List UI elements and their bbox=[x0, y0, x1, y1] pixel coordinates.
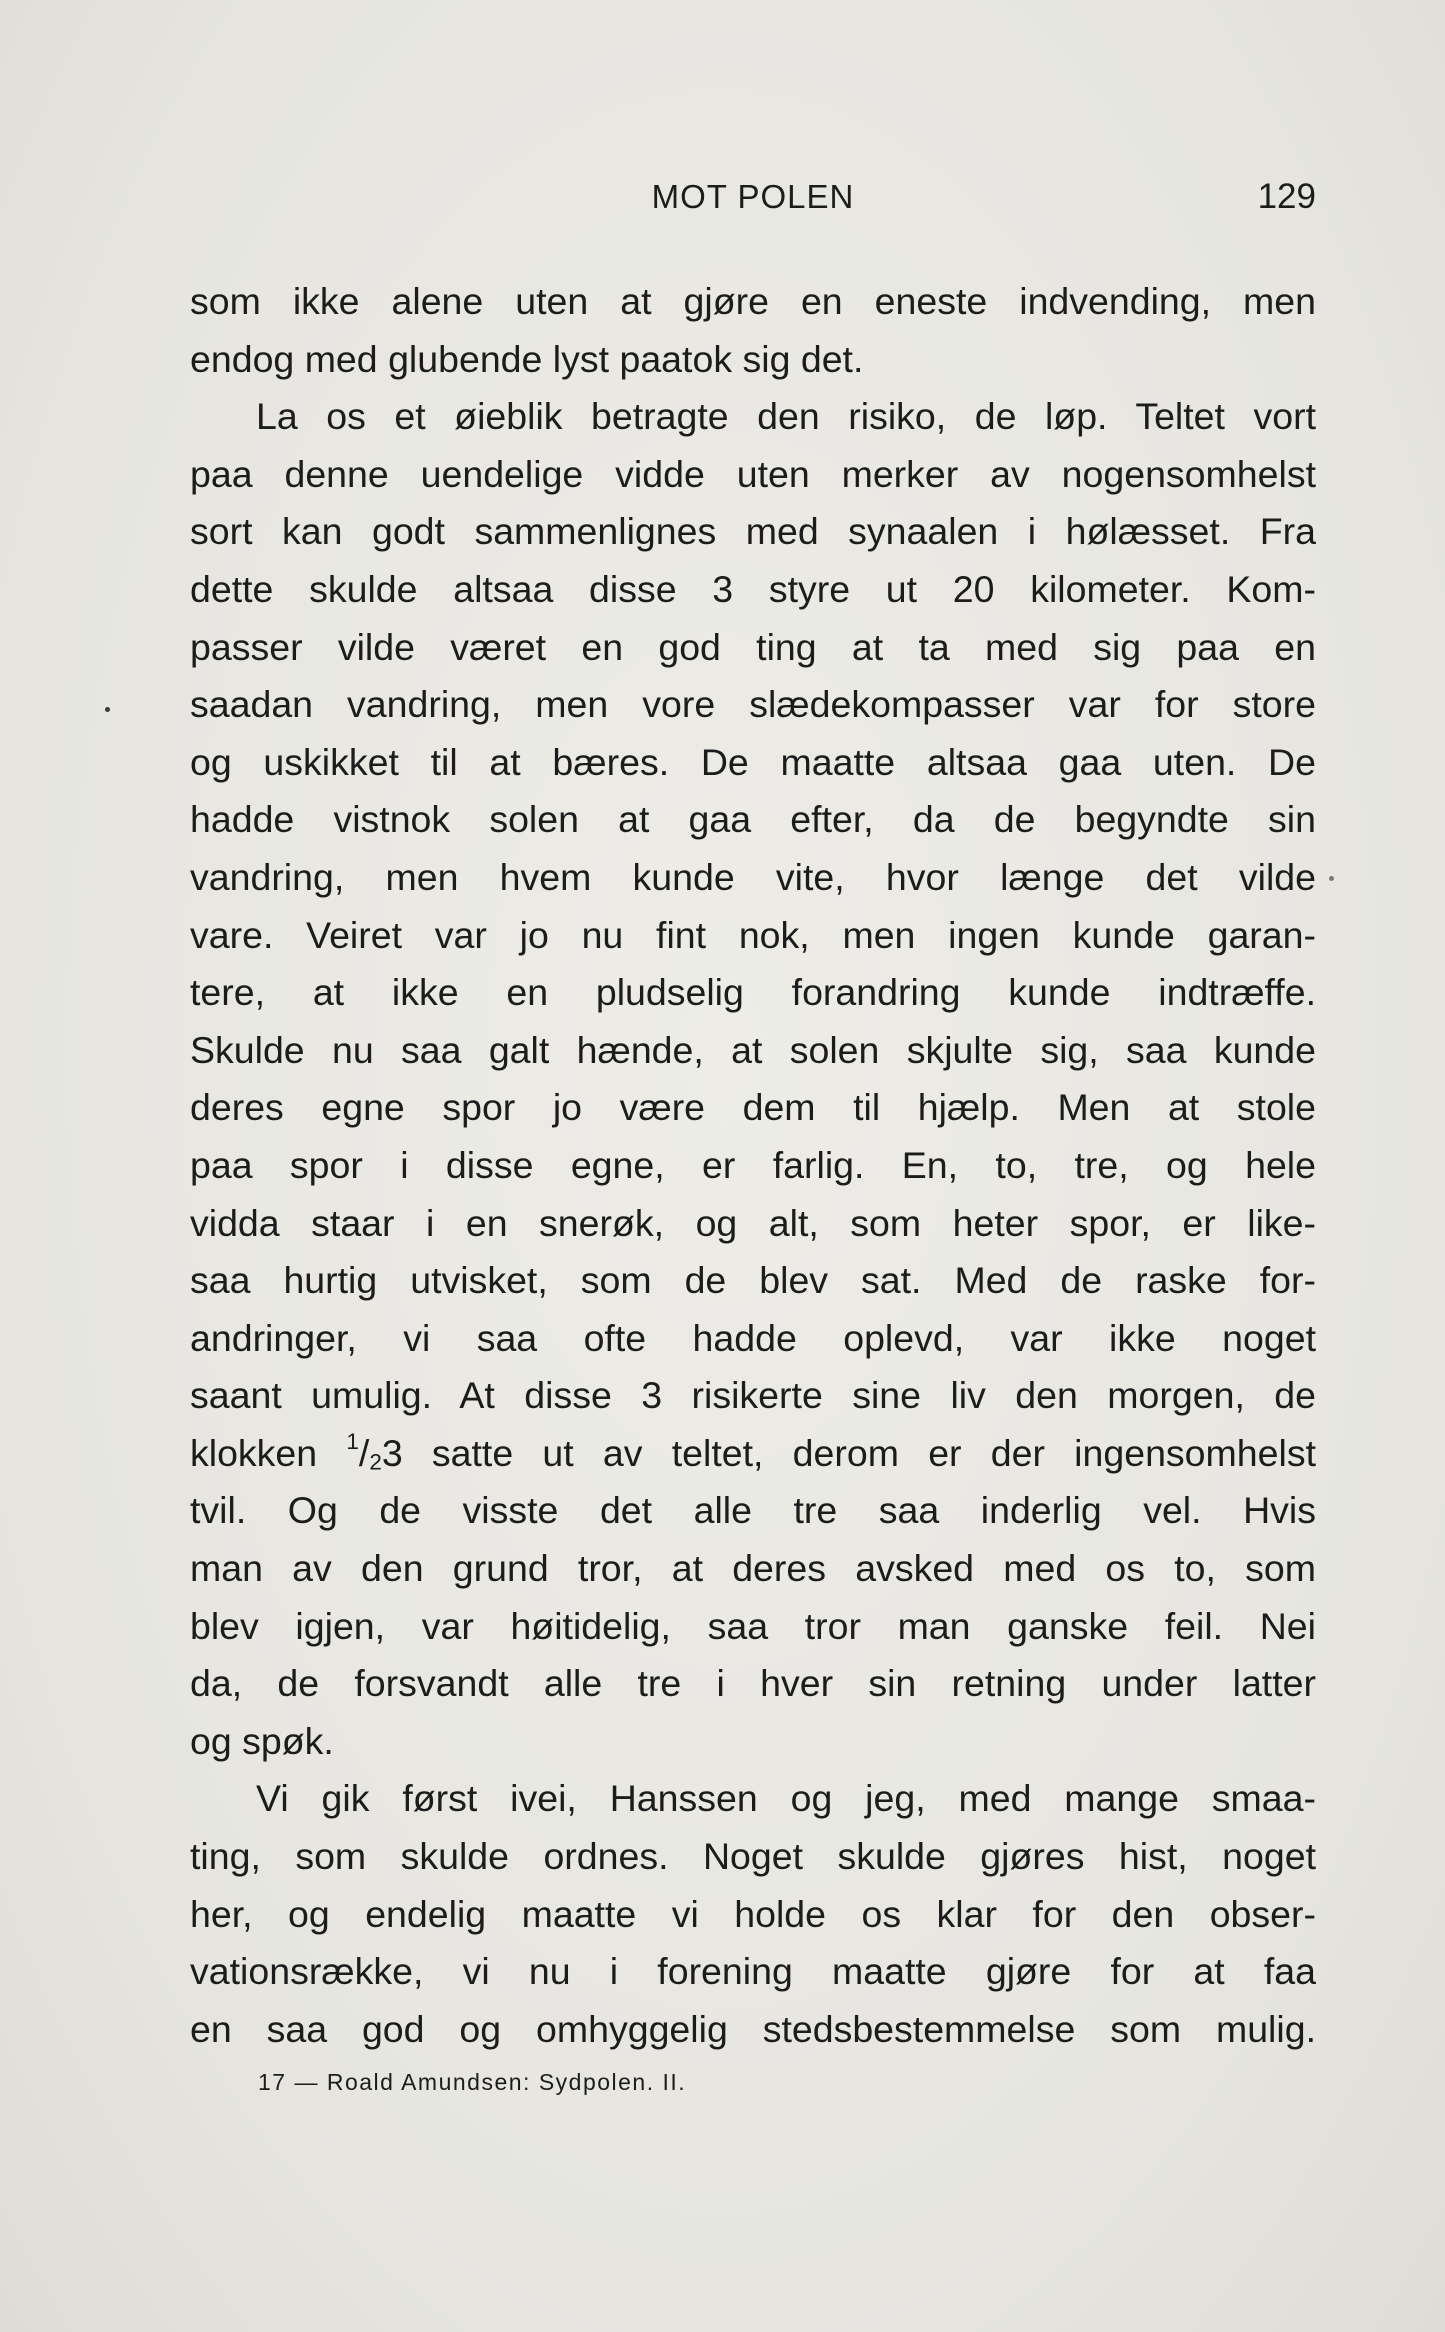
text-line: som ikke alene uten at gjøre en eneste indvending, men bbox=[190, 280, 1316, 322]
text-line: passer vilde været en god ting at ta med sig paa en bbox=[190, 625, 1316, 668]
fraction-denominator: 2 bbox=[369, 1449, 382, 1475]
text-line-fraction bbox=[190, 1425, 1316, 1483]
print-speck bbox=[1329, 876, 1334, 881]
text-line: saa hurtig utvisket, som de blev sat. Med de raske for- bbox=[190, 1259, 1316, 1302]
text-line: og uskikket til at bæres. De maatte altsaa gaa uten. De bbox=[190, 740, 1316, 783]
text-fragment: 3 satte ut av teltet, derom er der ingensomhelst bbox=[381, 1431, 1316, 1474]
text-line: og spøk. bbox=[190, 1719, 334, 1762]
text-line: saadan vandring, men vore slædekompasser var for store bbox=[190, 683, 1316, 726]
text-line: da, de forsvandt alle tre i hver sin retning under latter bbox=[190, 1662, 1316, 1705]
text-line: vandring, men hvem kunde vite, hvor længe det vilde bbox=[190, 855, 1316, 898]
text-line: dette skulde altsaa disse 3 styre ut 20 kilometer. Kom- bbox=[190, 567, 1316, 610]
text-line: vare. Veiret var jo nu fint nok, men ingen kunde garan- bbox=[190, 913, 1316, 956]
text-line: man av den grund tror, at deres avsked med os to, som bbox=[190, 1547, 1316, 1590]
running-title: MOT POLEN bbox=[651, 178, 855, 215]
text-line: blev igjen, var høitidelig, saa tror man ganske feil. Nei bbox=[190, 1604, 1316, 1647]
text-line: saant umulig. At disse 3 risikerte sine liv den morgen, de bbox=[190, 1374, 1316, 1417]
text-line: tere, at ikke en pludselig forandring kunde indtræffe. bbox=[190, 971, 1316, 1014]
text-line: andringer, vi saa ofte hadde oplevd, var ikke noget bbox=[190, 1316, 1316, 1359]
text-line: hadde vistnok solen at gaa efter, da de begyndte sin bbox=[190, 798, 1316, 841]
text-line: ting, som skulde ordnes. Noget skulde gjøres hist, noget bbox=[190, 1835, 1316, 1878]
text-line: sort kan godt sammenlignes med synaalen i hølæsset. Fra bbox=[190, 510, 1316, 553]
body-text bbox=[190, 273, 1316, 2058]
text-line: Skulde nu saa galt hænde, at solen skjulte sig, saa kunde bbox=[190, 1028, 1316, 1071]
text-line: Vi gik først ivei, Hanssen og jeg, med mange smaa- bbox=[256, 1777, 1316, 1820]
text-line: vationsrække, vi nu i forening maatte gjøre for at faa bbox=[190, 1950, 1316, 1993]
text-line: endog med glubende lyst paatok sig det. bbox=[190, 337, 864, 380]
fraction-slash: / bbox=[358, 1431, 370, 1474]
text-line: tvil. Og de visste det alle tre saa inderlig vel. Hvis bbox=[190, 1489, 1316, 1532]
text-line: paa spor i disse egne, er farlig. En, to, tre, og hele bbox=[190, 1143, 1316, 1186]
running-head bbox=[190, 172, 1316, 222]
signature-line: 17 — Roald Amundsen: Sydpolen. II. bbox=[258, 2069, 687, 2095]
text-line: La os et øieblik betragte den risiko, de løp. Teltet vort bbox=[256, 395, 1316, 438]
text-line: en saa god og omhyggelig stedsbestemmelse som mulig. bbox=[190, 2007, 1316, 2050]
text-line: her, og endelig maatte vi holde os klar for den obser- bbox=[190, 1892, 1316, 1935]
text-fragment: klokken bbox=[190, 1431, 347, 1474]
print-speck bbox=[105, 707, 110, 712]
text-line: vidda staar i en snerøk, og alt, som heter spor, er like- bbox=[190, 1201, 1316, 1244]
text-line: paa denne uendelige vidde uten merker av nogensomhelst bbox=[190, 452, 1316, 495]
fraction-numerator: 1 bbox=[346, 1429, 359, 1454]
text-line: deres egne spor jo være dem til hjælp. Men at stole bbox=[190, 1086, 1316, 1129]
page-number: 129 bbox=[1257, 177, 1316, 216]
